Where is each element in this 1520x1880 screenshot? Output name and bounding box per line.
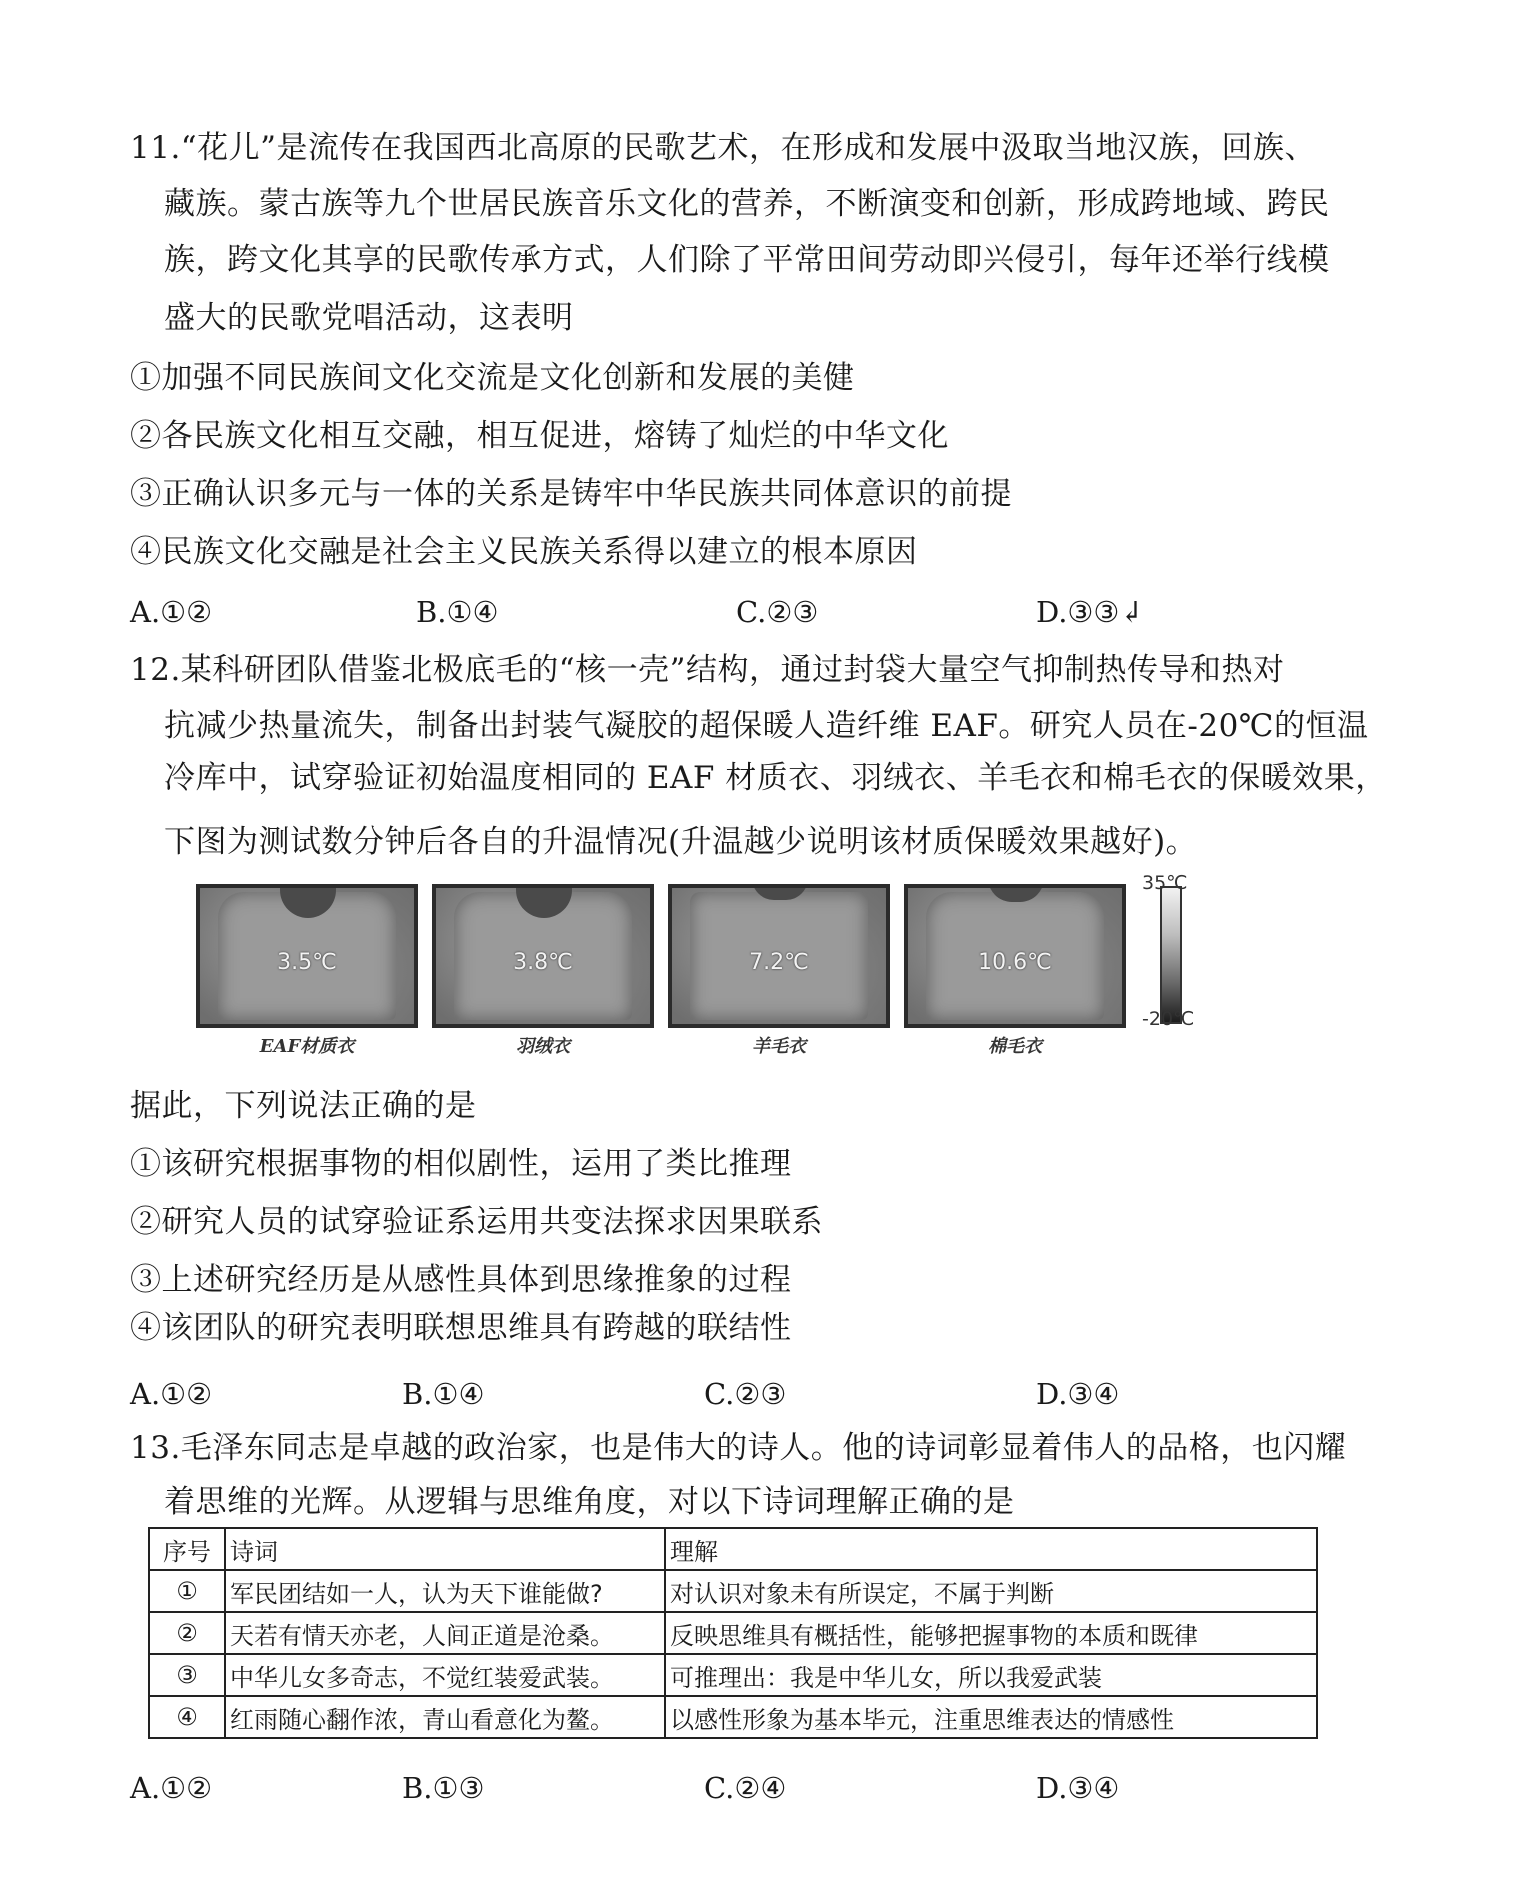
q11-stem-line-3: 族，跨文化其享的民歌传承方式，人们除了平常田间劳动即兴侵引，每年还举行线模 [164, 242, 1330, 278]
q12-option-d[interactable]: D.③④ [1036, 1377, 1120, 1411]
q11-statement-2: ②各民族文化相互交融，相互促进，熔铸了灿烂的中华文化 [130, 418, 949, 454]
q11-stem-line-2: 藏族。蒙古族等九个世居民族音乐文化的营养，不断演变和创新，形成跨地域、跨民 [164, 186, 1330, 222]
table-row [149, 1570, 1317, 1612]
thermal-panel-cotton [904, 884, 1126, 1028]
panel-caption: 羊毛衣 [752, 1036, 806, 1057]
panel-caption: 羽绒衣 [516, 1036, 570, 1057]
temperature-scale-bar [1160, 886, 1182, 1024]
q11-statement-4: ④民族文化交融是社会主义民族关系得以建立的根本原因 [130, 534, 918, 570]
q12-statement-1: ①该研究根据事物的相似剧性，运用了类比推理 [130, 1146, 792, 1182]
row-poem: 红雨随心翻作浓，青山看意化为鳌。 [225, 1696, 665, 1738]
row-number: ② [149, 1612, 225, 1654]
row-interpretation: 可推理出：我是中华儿女，所以我爱武装 [665, 1654, 1317, 1696]
thermal-panel-wool [668, 884, 890, 1028]
q11-option-b[interactable]: B.①④ [416, 595, 499, 629]
row-interpretation: 以感性形象为基本毕元，注重思维表达的情感性 [665, 1696, 1317, 1738]
q12-stem-line-2: 抗减少热量流失，制备出封装气凝胶的超保暖人造纤维 EAF。研究人员在-20℃的恒温 [164, 708, 1369, 744]
panel-caption: EAF材质衣 [259, 1036, 355, 1057]
thermal-image-figure [196, 872, 1216, 1068]
q12-stem-line-4: 下图为测试数分钟后各自的升温情况(升温越少说明该材质保暖效果越好)。 [164, 824, 1198, 860]
row-number: ③ [149, 1654, 225, 1696]
q11-option-c[interactable]: C.②③ [736, 595, 819, 629]
q12-stem-line-1: 12.某科研团队借鉴北极底毛的“核一壳”结构，通过封袋大量空气抑制热传导和热对 [130, 652, 1285, 688]
table-row [149, 1654, 1317, 1696]
q13-option-a[interactable]: A.①② [130, 1771, 213, 1805]
panel-temperature: 7.2℃ [749, 950, 809, 975]
q12-option-c[interactable]: C.②③ [704, 1377, 787, 1411]
thermal-panel-down [432, 884, 654, 1028]
q12-lead: 据此，下列说法正确的是 [130, 1088, 477, 1124]
q13-stem-line-1: 13.毛泽东同志是卓越的政治家，也是伟大的诗人。他的诗词彰显着伟人的品格，也闪耀 [130, 1430, 1347, 1466]
row-poem: 天若有情天亦老，人间正道是沧桑。 [225, 1612, 665, 1654]
q11-stem-line-1: 11.“花儿”是流传在我国西北高原的民歌艺术，在形成和发展中汲取当地汉族，回族、 [130, 130, 1316, 166]
q12-stem-line-3: 冷库中，试穿验证初始温度相同的 EAF 材质衣、羽绒衣、羊毛衣和棉毛衣的保暖效果， [164, 760, 1387, 796]
panel-temperature: 10.6℃ [978, 950, 1052, 975]
table-row [149, 1696, 1317, 1738]
header-cell-poem: 诗词 [225, 1528, 665, 1570]
q13-stem-line-2: 着思维的光辉。从逻辑与思维角度，对以下诗词理解正确的是 [164, 1484, 1015, 1520]
table-header-row [149, 1528, 1317, 1570]
q11-option-d[interactable]: D.③③↲ [1036, 595, 1144, 629]
row-number: ④ [149, 1696, 225, 1738]
header-cell-interpretation: 理解 [665, 1528, 1317, 1570]
poem-analysis-table [148, 1527, 1318, 1739]
panel-temperature: 3.5℃ [277, 950, 337, 975]
q11-option-a[interactable]: A.①② [130, 595, 213, 629]
q13-option-d[interactable]: D.③④ [1036, 1771, 1120, 1805]
row-number: ① [149, 1570, 225, 1612]
table-row [149, 1612, 1317, 1654]
row-poem: 军民团结如一人，认为天下谁能做? [225, 1570, 665, 1612]
scale-top-label: 35℃ [1142, 872, 1188, 894]
q11-statement-1: ①加强不同民族间文化交流是文化创新和发展的美健 [130, 360, 855, 396]
row-interpretation: 对认识对象未有所误定，不属于判断 [665, 1570, 1317, 1612]
q11-statement-3: ③正确认识多元与一体的关系是铸牢中华民族共同体意识的前提 [130, 476, 1012, 512]
q12-option-b[interactable]: B.①④ [402, 1377, 485, 1411]
panel-temperature: 3.8℃ [513, 950, 573, 975]
q12-option-a[interactable]: A.①② [130, 1377, 213, 1411]
q12-statement-3: ③上述研究经历是从感性具体到思缘推象的过程 [130, 1262, 792, 1298]
row-poem: 中华儿女多奇志，不觉红装爱武装。 [225, 1654, 665, 1696]
q12-statement-2: ②研究人员的试穿验证系运用共变法探求因果联系 [130, 1204, 823, 1240]
q13-option-c[interactable]: C.②④ [704, 1771, 787, 1805]
header-cell-number: 序号 [149, 1528, 225, 1570]
q11-stem-line-4: 盛大的民歌党唱活动，这表明 [164, 300, 574, 336]
row-interpretation: 反映思维具有概括性，能够把握事物的本质和既律 [665, 1612, 1317, 1654]
thermal-panel-eaf [196, 884, 418, 1028]
q13-option-b[interactable]: B.①③ [402, 1771, 485, 1805]
panel-caption: 棉毛衣 [988, 1036, 1042, 1057]
q12-statement-4: ④该团队的研究表明联想思维具有跨越的联结性 [130, 1310, 792, 1346]
scale-bottom-label: -20℃ [1142, 1008, 1195, 1030]
